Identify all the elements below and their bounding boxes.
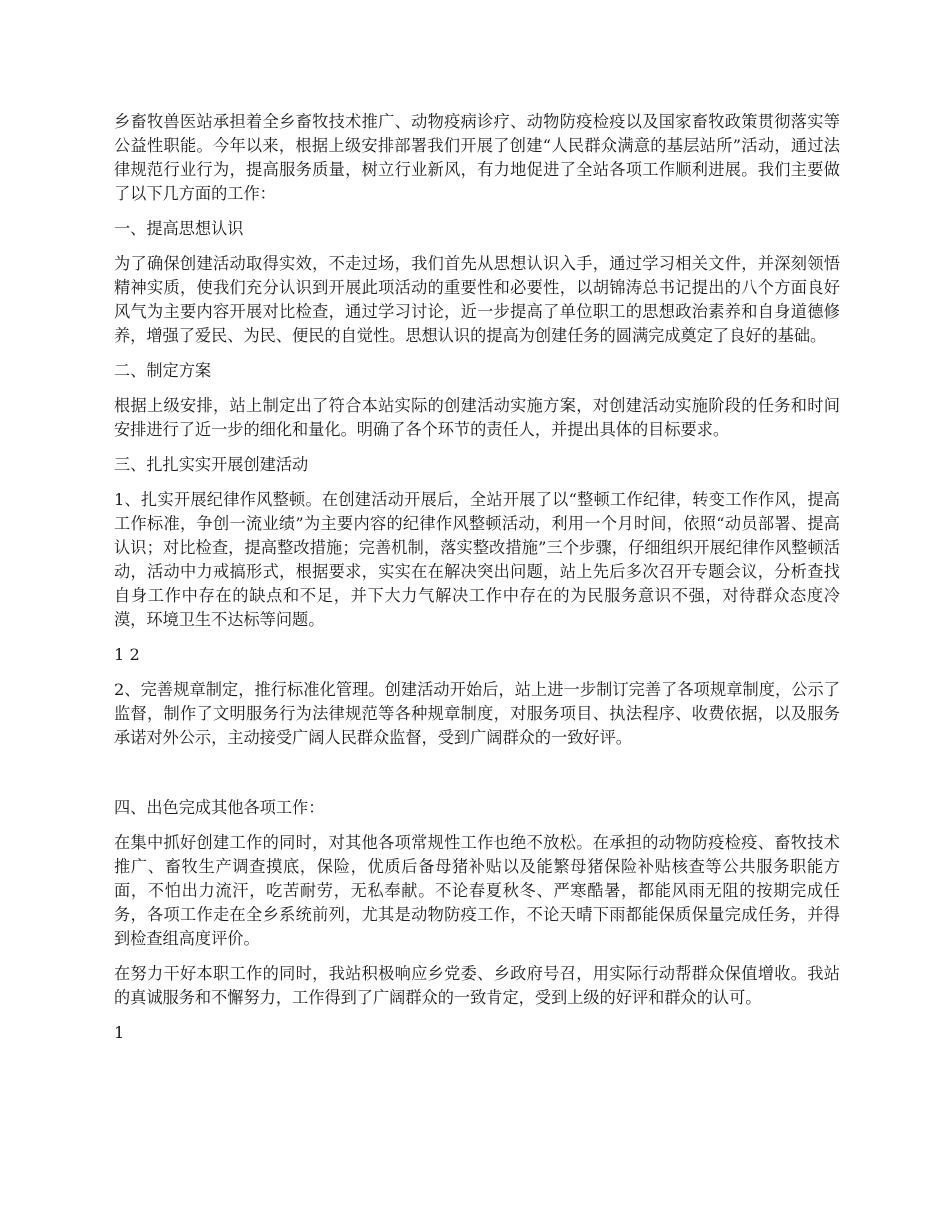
section-4-paragraph-2: 在努力干好本职工作的同时，我站积极响应乡党委、乡政府号召，用实际行动帮群众保值增收。我站的真诚服务和不懈努力，工作得到了广阔群众的一致肯定，受到上级的好评和群众的认可。 bbox=[114, 964, 840, 1007]
section-3-heading: 三、扎扎实实开展创建活动 bbox=[114, 455, 309, 474]
section-4-paragraph-1: 在集中抓好创建工作的同时，对其他各项常规性工作也绝不放松。在承担的动物防疫检疫、畜牧技术推广、畜牧生产调查摸底，保险，优质后备母猪补贴以及能繁母猪保险补贴核查等公共服务职能方面，不怕出力流汗，吃苦耐劳，无私奉献。不论春夏秋冬、严寒酷暑，都能风雨无阻的按期完成任务，各项工作走在全乡系统前列，尤其是动物防疫工作，不论天晴下雨都能保质保量完成任务，并得到检查组高度评价。 bbox=[114, 833, 840, 948]
intro-paragraph: 乡畜牧兽医站承担着全乡畜牧技术推广、动物疫病诊疗、动物防疫检疫以及国家畜牧政策贯彻落实等公益性职能。今年以来，根据上级安排部署我们开展了创建“人民群众满意的基层站所”活动，通过法律规范行业行为，提高服务质量，树立行业新风，有力地促进了全站各项工作顺利进展。我们主要做了以下几方面的工作： bbox=[114, 112, 840, 203]
page-marker: 1 2 bbox=[114, 645, 140, 664]
section-gap bbox=[114, 761, 840, 796]
section-3-item-2: 2、完善规章制定，推行标准化管理。创建活动开始后，站上进一步制订完善了各项规章制度，公示了监督，制作了文明服务行为法律规范等各种规章制度，对服务项目、执法程序、收费依据，以及服务承诺对外公示，主动接受广阔人民群众监督，受到广阔群众的一致好评。 bbox=[114, 680, 840, 747]
section-1-paragraph: 为了确保创建活动取得实效，不走过场，我们首先从思想认识入手，通过学习相关文件，并深刻领悟精神实质，使我们充分认识到开展此项活动的重要性和必要性，以胡锦涛总书记提出的八个方面良好风气为主要内容开展对比检查，通过学习讨论，近一步提高了单位职工的思想政治素养和自身道德修养，增强了爱民、为民、便民的自觉性。思想认识的提高为创建任务的圆满完成奠定了良好的基础。 bbox=[114, 254, 840, 345]
section-1-heading: 一、提高思想认识 bbox=[114, 219, 244, 238]
section-2-heading: 二、制定方案 bbox=[114, 361, 212, 380]
document-page bbox=[114, 110, 840, 1056]
page-number: 1 bbox=[114, 1023, 125, 1042]
section-4-heading: 四、出色完成其他各项工作： bbox=[114, 798, 325, 817]
section-2-paragraph: 根据上级安排，站上制定出了符合本站实际的创建活动实施方案，对创建活动实施阶段的任务和时间安排进行了近一步的细化和量化。明确了各个环节的责任人，并提出具体的目标要求。 bbox=[114, 396, 840, 439]
section-3-item-1: 1、扎实开展纪律作风整顿。在创建活动开展后，全站开展了以“整顿工作纪律，转变工作作风，提高工作标准，争创一流业绩”为主要内容的纪律作风整顿活动，利用一个月时间，依照“动员部署、提高认识；对比检查，提高整改措施；完善机制，落实整改措施”三个步骤，仔细组织开展纪律作风整顿活动，活动中力戒搞形式，根据要求，实实在在解决突出问题，站上先后多次召开专题会议，分析查找自身工作中存在的缺点和不足，并下大力气解决工作中存在的为民服务意识不强，对待群众态度冷漠，环境卫生不达标等问题。 bbox=[114, 490, 840, 629]
